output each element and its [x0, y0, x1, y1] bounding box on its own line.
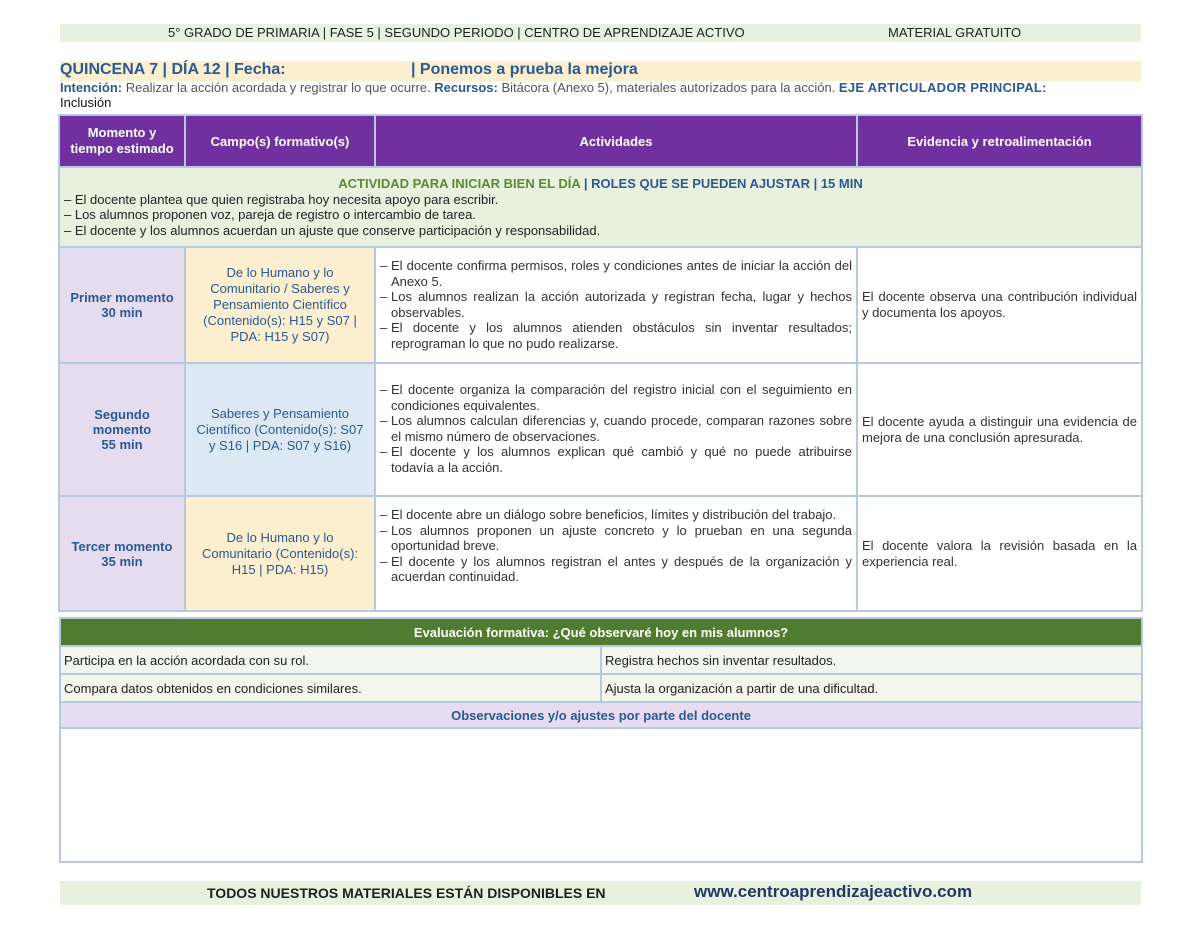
activity-item: – El docente organiza la comparación del registro inicial con el seguimiento en condiciones equivalentes. — [380, 382, 852, 413]
opening-line: – El docente plantea que quien registraba hoy necesita apoyo para escribir. — [64, 191, 499, 207]
activity-item: – El docente y los alumnos registran el antes y después de la organización y acuerdan continuidad. — [380, 554, 852, 585]
activity-item: – El docente y los alumnos explican qué cambió y qué no puede atribuirse todavía a la acción. — [380, 444, 852, 475]
header-evidencia: Evidencia y retroalimentación — [857, 115, 1142, 167]
moment-name: Primer momento — [70, 290, 174, 305]
moment-name: Tercer momento — [71, 538, 173, 554]
intention-text: Realizar la acción acordada y registrar lo que ocurre. — [122, 80, 435, 95]
header-campo: Campo(s) formativo(s) — [185, 115, 375, 167]
table-row — [59, 247, 1142, 363]
footer-text: TODOS NUESTROS MATERIALES ESTÁN DISPONIBLES EN — [207, 885, 606, 901]
opening-activity — [59, 167, 1142, 247]
moment-cell — [59, 247, 185, 363]
opening-activity-title — [64, 176, 1137, 192]
moment-cell — [59, 363, 185, 496]
field-cell: Saberes y Pensamiento Científico (Contenido(s): S07 y S16 | PDA: S07 y S16) — [185, 363, 375, 496]
moment-time: 30 min — [101, 305, 143, 320]
activity-item: – Los alumnos calculan diferencias y, cuando procede, comparan razones sobre el mismo número de observaciones. — [380, 413, 852, 444]
evaluation-item: Ajusta la organización a partir de una dificultad. — [601, 674, 1142, 702]
opening-line: – Los alumnos proponen voz, pareja de registro o intercambio de tarea. — [64, 207, 476, 222]
activities-cell — [375, 496, 857, 611]
activity-item: – Los alumnos realizan la acción autorizada y registran fecha, lugar y hechos observables. — [380, 289, 852, 320]
opening-line: – El docente y los alumnos acuerdan un ajuste que conserve participación y responsabilidad. — [64, 222, 601, 238]
moment-cell — [59, 496, 185, 611]
table-header-row — [59, 115, 1142, 167]
evidence-cell: El docente observa una contribución individual y documenta los apoyos. — [857, 247, 1142, 363]
planning-table — [58, 114, 1143, 612]
evaluation-item: Participa en la acción acordada con su rol. — [60, 646, 601, 674]
field-cell: De lo Humano y lo Comunitario (Contenido(s): H15 | PDA: H15) — [185, 496, 375, 611]
session-title: | Ponemos a prueba la mejora — [411, 61, 638, 78]
axis-label: EJE ARTICULADOR PRINCIPAL: — [838, 80, 1047, 95]
activity-item: – Los alumnos proponen un ajuste concreto y lo prueban en una segunda oportunidad breve. — [380, 523, 852, 554]
moment-time: 35 min — [101, 553, 143, 569]
resources-label: Recursos: — [434, 80, 498, 95]
moment-name: Segundo momento — [92, 407, 152, 437]
activity-item: – El docente abre un diálogo sobre beneficios, límites y distribución del trabajo. — [380, 507, 852, 523]
evidence-cell: El docente valora la revisión basada en la experiencia real. — [857, 496, 1142, 611]
grade-info: 5° GRADO DE PRIMARIA | FASE 5 | SEGUNDO PERIODO | CENTRO DE APRENDIZAJE ACTIVO — [168, 25, 745, 40]
opening-activity-title-green: ACTIVIDAD PARA INICIAR BIEN EL DÍA — [338, 176, 581, 191]
header-actividades: Actividades — [375, 115, 857, 167]
moment-time: 55 min — [101, 437, 143, 452]
resources-text: Bitácora (Anexo 5), materiales autorizados para la acción. — [497, 80, 839, 95]
field-cell: De lo Humano y lo Comunitario / Saberes y Pensamiento Científico (Contenido(s): H15 y S07 | PDA: H15 y S07) — [185, 247, 375, 363]
observations-box[interactable] — [60, 728, 1142, 862]
evaluation-title: Evaluación formativa: ¿Qué observaré hoy en mis alumnos? — [60, 618, 1142, 646]
observations-title: Observaciones y/o ajustes por parte del docente — [60, 702, 1142, 728]
intention-label: Intención: — [60, 80, 123, 95]
footer-bar — [60, 881, 1141, 905]
free-material-label: MATERIAL GRATUITO — [888, 25, 1022, 40]
axis-text: Inclusión — [60, 95, 112, 110]
activity-item: – El docente confirma permisos, roles y condiciones antes de iniciar la acción del Anexo 5. — [380, 258, 852, 289]
table-row — [59, 363, 1142, 496]
footer-url-link[interactable]: www.centroaprendizajeactivo.com — [694, 882, 973, 901]
header-momento: Momento y tiempo estimado — [59, 115, 185, 167]
activities-cell — [375, 247, 857, 363]
title-bar — [60, 61, 1141, 81]
table-row — [59, 496, 1142, 611]
opening-activity-title-blue: | ROLES QUE SE PUEDEN AJUSTAR | 15 MIN — [580, 176, 863, 191]
activities-cell — [375, 363, 857, 496]
evaluation-table — [59, 617, 1143, 863]
day-title: QUINCENA 7 | DÍA 12 | Fecha: — [60, 61, 286, 78]
evaluation-item: Registra hechos sin inventar resultados. — [601, 646, 1142, 674]
evaluation-item: Compara datos obtenidos en condiciones similares. — [60, 674, 601, 702]
intention-paragraph — [60, 80, 1141, 110]
evidence-cell: El docente ayuda a distinguir una evidencia de mejora de una conclusión apresurada. — [857, 363, 1142, 496]
activity-item: – El docente y los alumnos atienden obstáculos sin inventar resultados; reprograman lo que no pudo realizarse. — [380, 320, 852, 351]
header-bar — [60, 24, 1141, 42]
